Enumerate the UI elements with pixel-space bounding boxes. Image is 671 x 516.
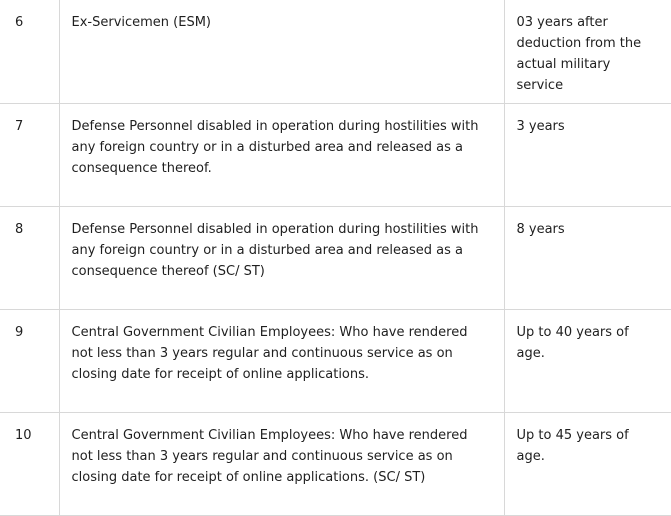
row-number: 9 [0, 309, 59, 412]
relaxation-cell: 3 years [504, 103, 671, 206]
table-row [0, 309, 671, 412]
category-cell: Defense Personnel disabled in operation during hostilities with any foreign country or in a disturbed area and released as a consequence thereof. [59, 103, 504, 206]
category-cell: Central Government Civilian Employees: Who have rendered not less than 3 years regular and continuous service as on closing date for receipt of online applications. [59, 309, 504, 412]
row-number: 10 [0, 412, 59, 515]
relaxation-cell: 03 years after deduction from the actual military service [504, 0, 671, 103]
table-row [0, 103, 671, 206]
relaxation-cell: 8 years [504, 206, 671, 309]
row-number: 7 [0, 103, 59, 206]
table-row [0, 206, 671, 309]
table-row [0, 0, 671, 103]
category-cell: Defense Personnel disabled in operation during hostilities with any foreign country or in a disturbed area and released as a consequence thereof (SC/ ST) [59, 206, 504, 309]
relaxation-cell: Up to 40 years of age. [504, 309, 671, 412]
row-number: 8 [0, 206, 59, 309]
row-number: 6 [0, 0, 59, 103]
relaxation-cell: Up to 45 years of age. [504, 412, 671, 515]
category-cell: Central Government Civilian Employees: Who have rendered not less than 3 years regular and continuous service as on closing date for receipt of online applications. (SC/ ST) [59, 412, 504, 515]
category-cell: Ex-Servicemen (ESM) [59, 0, 504, 103]
